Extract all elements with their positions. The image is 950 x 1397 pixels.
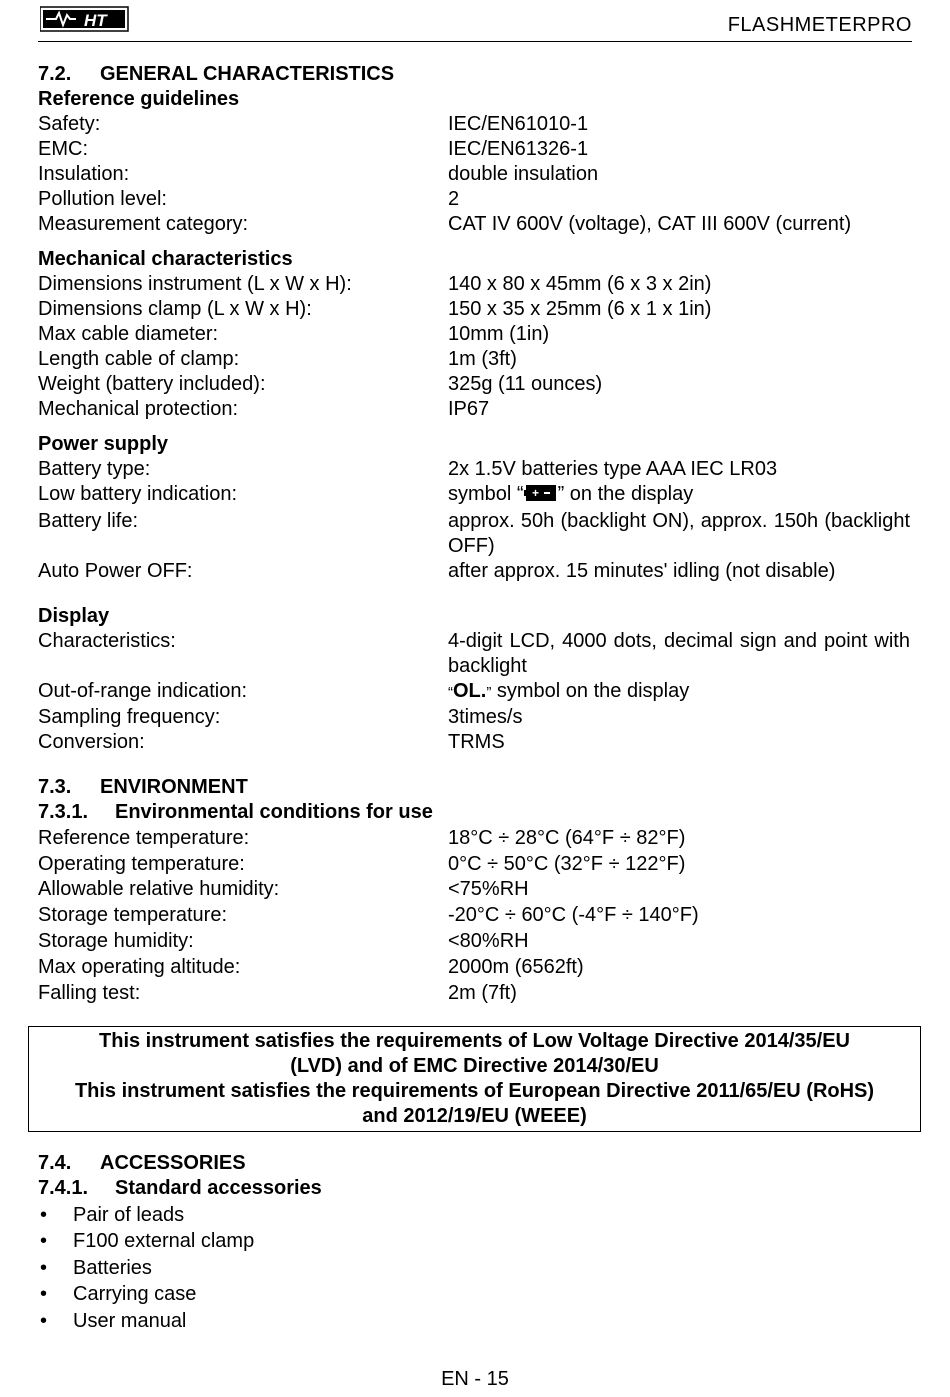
spec-row bbox=[38, 877, 910, 902]
spec-label: Storage temperature: bbox=[38, 904, 227, 927]
spec-value: “OL.” symbol on the display bbox=[448, 680, 690, 702]
spec-row bbox=[38, 212, 910, 237]
ol-symbol: OL. bbox=[453, 680, 487, 702]
spec-label: Dimensions instrument (L x W x H): bbox=[38, 273, 352, 295]
spec-label: Measurement category: bbox=[38, 213, 249, 235]
accessories-section bbox=[38, 1151, 910, 1334]
list-item bbox=[38, 1282, 910, 1307]
page-number: EN - 15 bbox=[441, 1368, 509, 1390]
spec-row bbox=[38, 272, 910, 297]
list-item-text: Carrying case bbox=[73, 1283, 197, 1305]
spec-value bbox=[448, 482, 910, 509]
list-item-text: F100 external clamp bbox=[73, 1230, 255, 1252]
spec-value: CAT IV 600V (voltage), CAT III 600V (current) bbox=[448, 213, 852, 235]
spec-label: Allowable relative humidity: bbox=[38, 878, 280, 901]
spec-value: 2 bbox=[448, 188, 460, 210]
subheading-mechanical: Mechanical characteristics bbox=[38, 248, 293, 270]
bullet-icon: • bbox=[40, 1256, 48, 1279]
accessories-list bbox=[38, 1203, 910, 1334]
spec-row bbox=[38, 187, 910, 212]
spec-label: Low battery indication: bbox=[38, 483, 238, 505]
spec-value: 0°C ÷ 50°C (32°F ÷ 122°F) bbox=[448, 852, 686, 875]
page-content bbox=[38, 62, 910, 1006]
list-item-text: Batteries bbox=[73, 1256, 152, 1279]
mechanical-table bbox=[38, 272, 910, 422]
environment-table bbox=[38, 826, 910, 1006]
spec-value: 2x 1.5V batteries type AAA IEC LR03 bbox=[448, 458, 778, 480]
reference-table bbox=[38, 112, 910, 237]
spec-label: Insulation: bbox=[38, 163, 130, 185]
spec-row bbox=[38, 826, 910, 851]
list-item bbox=[38, 1229, 910, 1254]
spec-value: <80%RH bbox=[448, 929, 529, 952]
spec-row bbox=[38, 509, 910, 559]
spec-label: Battery type: bbox=[38, 458, 151, 480]
spec-row bbox=[38, 457, 910, 482]
spec-row bbox=[38, 981, 910, 1006]
spec-label: Mechanical protection: bbox=[38, 398, 239, 420]
compliance-line: and 2012/19/EU (WEEE) bbox=[362, 1105, 587, 1127]
spec-label: Auto Power OFF: bbox=[38, 560, 193, 582]
spec-value: double insulation bbox=[448, 163, 599, 185]
spec-value: 1m (3ft) bbox=[448, 348, 517, 370]
spec-row bbox=[38, 559, 910, 584]
spec-label: Pollution level: bbox=[38, 188, 167, 210]
spec-value: 18°C ÷ 28°C (64°F ÷ 82°F) bbox=[448, 826, 686, 849]
compliance-box bbox=[28, 1026, 921, 1132]
spec-label: Operating temperature: bbox=[38, 852, 245, 875]
compliance-line: This instrument satisfies the requirements of European Directive 2011/65/EU (RoHS) bbox=[74, 1080, 875, 1102]
spec-row bbox=[38, 955, 910, 980]
spec-label: Max operating altitude: bbox=[38, 955, 241, 978]
subheading-power-supply: Power supply bbox=[38, 433, 169, 455]
spec-value: 4-digit LCD, 4000 dots, decimal sign and point with backlight bbox=[448, 630, 910, 677]
spec-row bbox=[38, 347, 910, 372]
spec-value: IP67 bbox=[448, 398, 490, 420]
symbol-suffix: ” on the display bbox=[557, 483, 694, 505]
spec-value: after approx. 15 minutes' idling (not disable) bbox=[448, 560, 836, 582]
bullet-icon: • bbox=[40, 1309, 48, 1332]
spec-label: Characteristics: bbox=[38, 630, 176, 652]
spec-row bbox=[38, 679, 910, 705]
list-item bbox=[38, 1256, 910, 1281]
bullet-icon: • bbox=[40, 1203, 48, 1226]
list-item bbox=[38, 1309, 910, 1334]
section-heading-7-4: 7.4. ACCESSORIES bbox=[38, 1152, 246, 1174]
spec-row bbox=[38, 397, 910, 422]
spec-value: 10mm (1in) bbox=[448, 323, 550, 345]
spec-row bbox=[38, 297, 910, 322]
product-name: FLASHMETERPRO bbox=[727, 14, 912, 36]
spec-label: Max cable diameter: bbox=[38, 323, 219, 345]
spec-value: 3times/s bbox=[448, 706, 523, 728]
spec-label: Reference temperature: bbox=[38, 826, 250, 849]
spec-value: approx. 50h (backlight ON), approx. 150h (backlight OFF) bbox=[448, 510, 910, 557]
spec-value: 150 x 35 x 25mm (6 x 1 x 1in) bbox=[448, 298, 712, 320]
spec-row bbox=[38, 705, 910, 730]
spec-value: TRMS bbox=[448, 731, 505, 753]
spec-value: 325g (11 ounces) bbox=[448, 373, 603, 395]
spec-label: Safety: bbox=[38, 113, 101, 135]
spec-row bbox=[38, 629, 910, 679]
spec-label: Battery life: bbox=[38, 510, 139, 532]
subheading-reference-guidelines: Reference guidelines bbox=[38, 88, 240, 110]
spec-row bbox=[38, 137, 910, 162]
spec-label: Weight (battery included): bbox=[38, 373, 266, 395]
subheading-display: Display bbox=[38, 605, 110, 627]
spec-row bbox=[38, 322, 910, 347]
spec-label: Sampling frequency: bbox=[38, 706, 221, 728]
spec-row bbox=[38, 372, 910, 397]
spec-value: IEC/EN61010-1 bbox=[448, 113, 589, 135]
compliance-line: This instrument satisfies the requirements of Low Voltage Directive 2014/35/EU bbox=[99, 1030, 850, 1052]
spec-label: Out-of-range indication: bbox=[38, 680, 248, 702]
spec-row bbox=[38, 162, 910, 187]
spec-label: EMC: bbox=[38, 138, 88, 160]
header-divider bbox=[38, 41, 912, 42]
battery-icon bbox=[524, 484, 558, 509]
symbol-prefix: symbol “ bbox=[448, 483, 524, 505]
spec-label: Dimensions clamp (L x W x H): bbox=[38, 298, 312, 320]
spec-value: IEC/EN61326-1 bbox=[448, 138, 589, 160]
bullet-icon: • bbox=[40, 1283, 48, 1305]
spec-row bbox=[38, 929, 910, 954]
subsection-heading-7-4-1: 7.4.1. Standard accessories bbox=[38, 1177, 322, 1199]
list-item-text: User manual bbox=[73, 1309, 187, 1332]
spec-label: Length cable of clamp: bbox=[38, 348, 240, 370]
spec-label: Falling test: bbox=[38, 981, 141, 1004]
spec-value: 2000m (6562ft) bbox=[448, 955, 584, 978]
spec-value: -20°C ÷ 60°C (-4°F ÷ 140°F) bbox=[448, 904, 699, 927]
list-item bbox=[38, 1203, 910, 1228]
bullet-icon: • bbox=[40, 1230, 48, 1252]
spec-row bbox=[38, 112, 910, 137]
spec-row bbox=[38, 903, 910, 928]
spec-value: 2m (7ft) bbox=[448, 981, 517, 1004]
spec-row bbox=[38, 730, 910, 755]
svg-text:HT: HT bbox=[84, 11, 107, 30]
list-item-text: Pair of leads bbox=[73, 1203, 185, 1226]
spec-row bbox=[38, 482, 910, 509]
spec-label: Storage humidity: bbox=[38, 929, 194, 952]
compliance-line: (LVD) and of EMC Directive 2014/30/EU bbox=[290, 1055, 659, 1077]
spec-value: 140 x 80 x 45mm (6 x 3 x 2in) bbox=[448, 273, 712, 295]
section-heading-7-3: 7.3. ENVIRONMENT bbox=[38, 776, 248, 798]
spec-label: Conversion: bbox=[38, 731, 145, 753]
section-heading-7-2: 7.2. GENERAL CHARACTERISTICS bbox=[38, 63, 395, 85]
spec-value: <75%RH bbox=[448, 878, 529, 901]
svg-text:+: + bbox=[531, 486, 539, 500]
ht-logo bbox=[40, 4, 130, 34]
spec-row bbox=[38, 852, 910, 877]
subsection-heading-7-3-1: 7.3.1. Environmental conditions for use bbox=[38, 801, 433, 823]
